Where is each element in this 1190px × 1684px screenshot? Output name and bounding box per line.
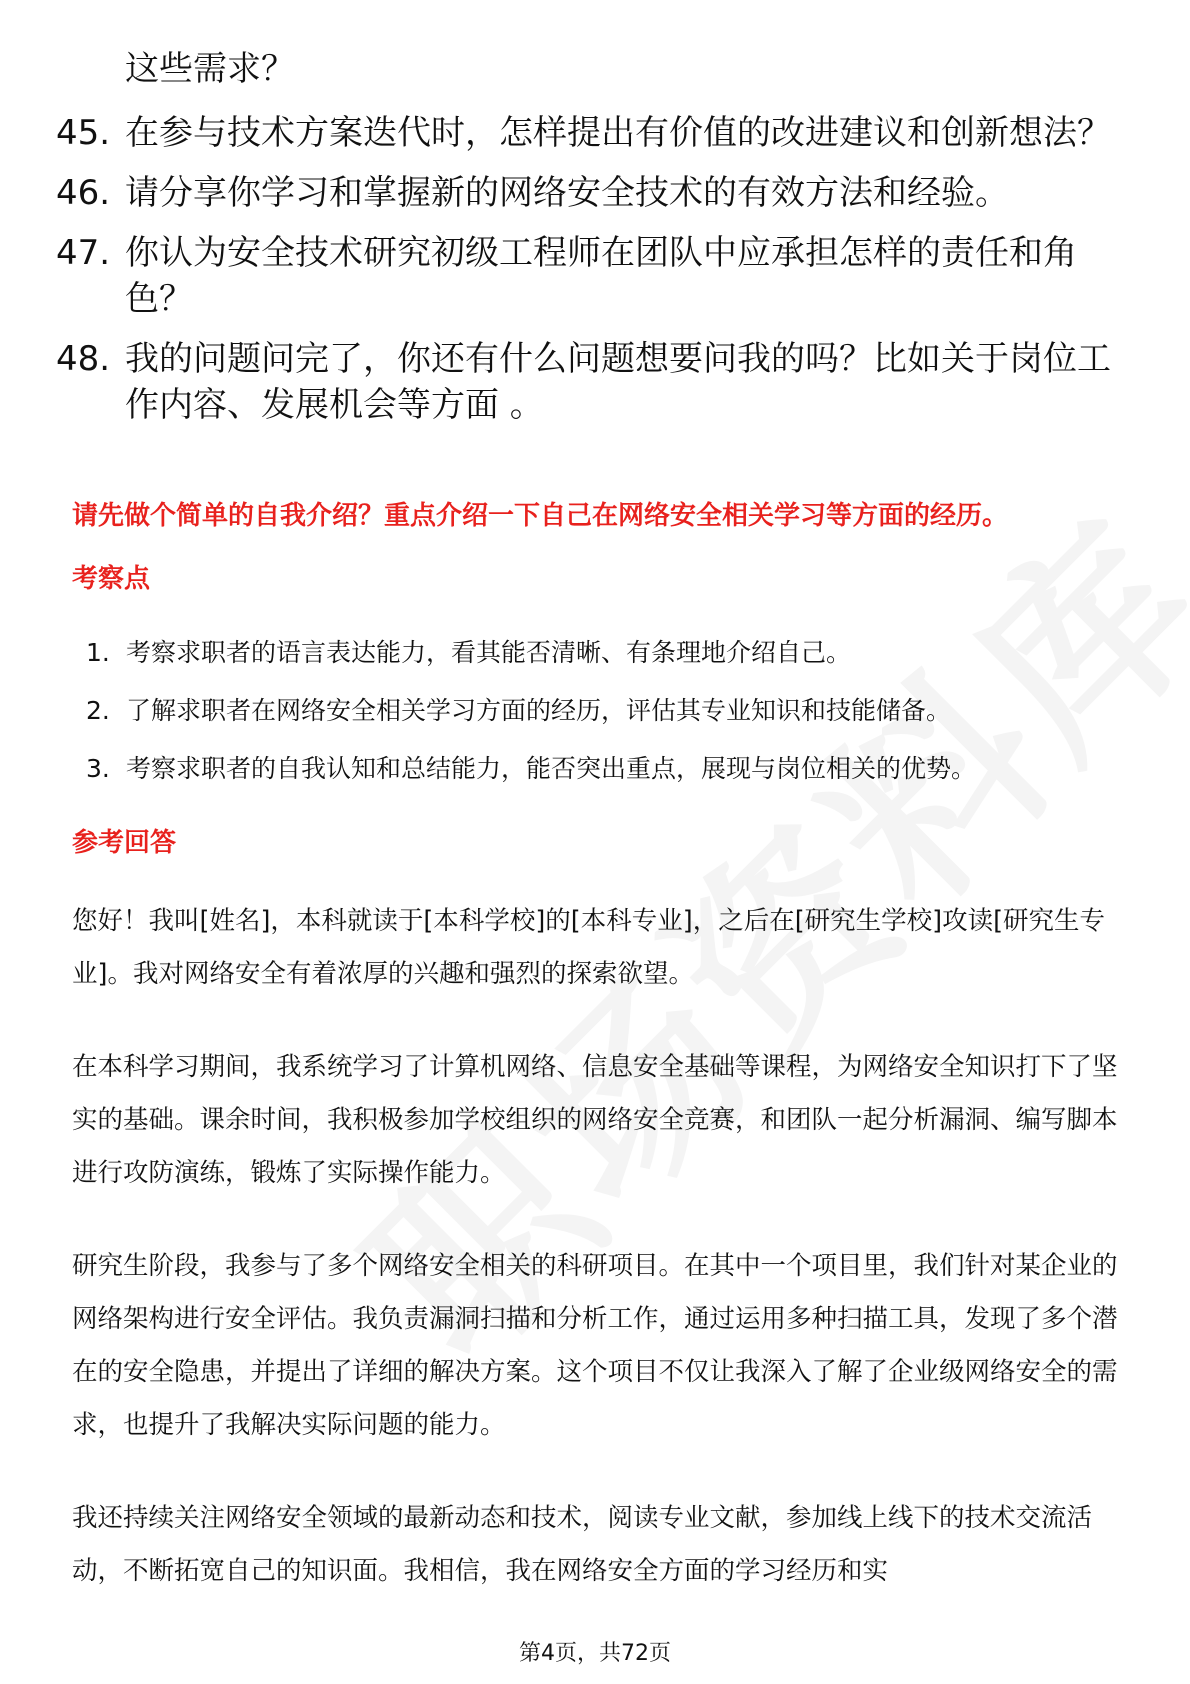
assessment-point [86,634,1166,672]
answer-paragraph: 您好！我叫[姓名]，本科就读于[本科学校]的[本科专业]，之后在[研究生学校]攻读[研究生专业]。我对网络安全有着浓厚的兴趣和强烈的探索欲望。 [72,906,1106,989]
question-item [56,336,1136,428]
reference-answer-body [72,895,1122,1638]
point-number: 2. [86,696,110,725]
point-text: 考察求职者的语言表达能力，看其能否清晰、有条理地介绍自己。 [126,638,852,667]
point-text: 了解求职者在网络安全相关学习方面的经历，评估其专业知识和技能储备。 [126,696,952,725]
question-continuation: 这些需求？ [125,49,295,89]
question-item [56,170,1136,216]
question-item [56,230,1136,322]
answer-paragraph: 我还持续关注网络安全领域的最新动态和技术，阅读专业文献，参加线上线下的技术交流活动，不断拓宽自己的知识面。我相信，我在网络安全方面的学习经历和实 [72,1503,1093,1586]
answer-paragraph: 研究生阶段，我参与了多个网络安全相关的科研项目。在其中一个项目里，我们针对某企业的网络架构进行安全评估。我负责漏洞扫描和分析工作，通过运用多种扫描工具，发现了多个潜在的安全隐患，并提出了详细的解决方案。这个项目不仅让我深入了解了企业级网络安全的需求，也提升了我解决实际问题的能力。 [72,1251,1118,1440]
answer-paragraph: 在本科学习期间，我系统学习了计算机网络、信息安全基础等课程，为网络安全知识打下了坚实的基础。课余时间，我积极参加学校组织的网络安全竞赛，和团队一起分析漏洞、编写脚本进行攻防演练，锻炼了实际操作能力。 [72,1052,1118,1188]
page-number-footer: 第4页，共72页 [519,1641,671,1666]
question-number: 47. [56,233,111,273]
assessment-title: 考察点 [72,564,151,594]
question-number: 48. [56,339,111,379]
question-item [56,110,1136,156]
point-text: 考察求职者的自我认知和总结能力，能否突出重点，展现与岗位相关的优势。 [126,754,977,783]
assessment-point [86,692,1166,730]
interview-question-heading: 请先做个简单的自我介绍？重点介绍一下自己在网络安全相关学习等方面的经历。 [72,501,1009,531]
question-text: 我的问题问完了，你还有什么问题想要问我的吗？比如关于岗位工作内容、发展机会等方面 。 [125,339,1111,425]
assessment-point-list [86,634,1166,808]
question-text: 请分享你学习和掌握新的网络安全技术的有效方法和经验。 [125,173,1009,213]
question-number: 45. [56,113,111,153]
question-text: 你认为安全技术研究初级工程师在团队中应承担怎样的责任和角色？ [125,233,1077,319]
point-number: 3. [86,754,110,783]
reference-answer-title: 参考回答 [72,828,177,858]
assessment-point [86,750,1166,788]
question-list [56,110,1136,442]
question-text: 在参与技术方案迭代时，怎样提出有价值的改进建议和创新想法？ [125,113,1111,153]
point-number: 1. [86,638,110,667]
question-number: 46. [56,173,111,213]
